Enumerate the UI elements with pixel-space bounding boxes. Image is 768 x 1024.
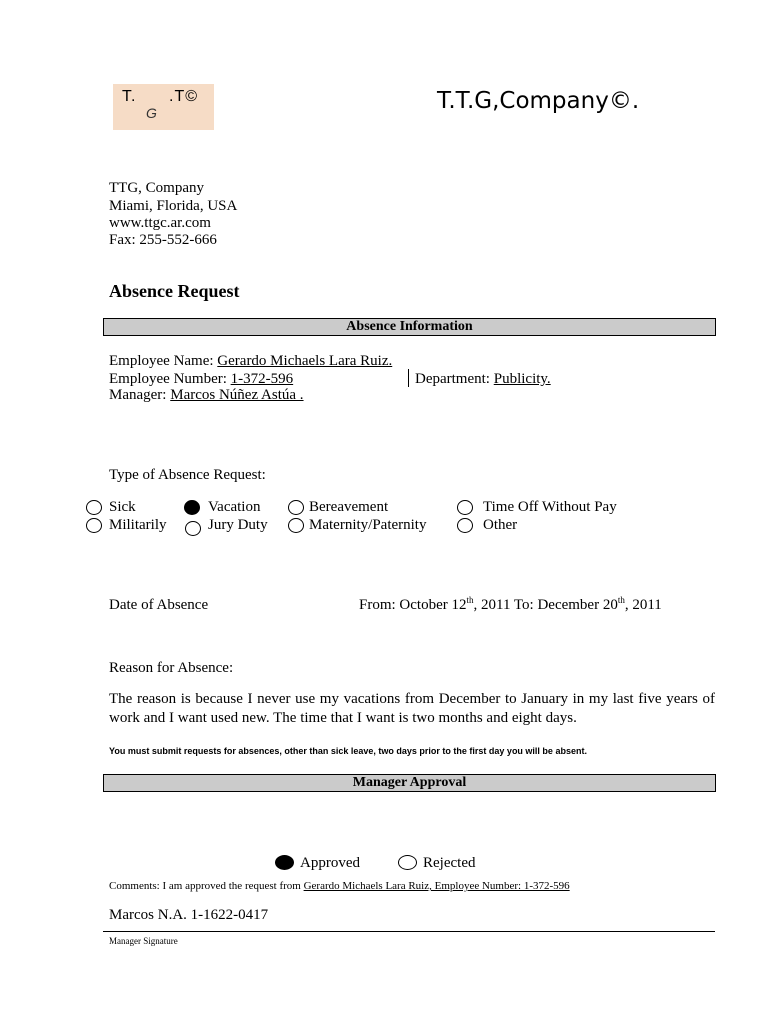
radio-jury-duty[interactable]: [185, 521, 201, 536]
address-fax: Fax: 255-552-666: [109, 232, 217, 248]
comments-label: Comments: I am approved the request from: [109, 880, 301, 892]
section-manager-approval: Manager Approval: [103, 774, 716, 792]
section-absence-information: Absence Information: [103, 318, 716, 336]
manager-value[interactable]: Marcos Núñez Astúa .: [170, 387, 304, 403]
submission-notice: You must submit requests for absences, other than sick leave, two days prior to the first day you will be absent.: [109, 746, 587, 756]
date-to-text: , 2011 To: December 20: [473, 597, 618, 613]
address-name: TTG, Company: [109, 180, 204, 196]
company-logo: [113, 84, 214, 130]
option-time-off-without-pay-label: Time Off Without Pay: [483, 499, 617, 515]
page-title: Absence Request: [109, 281, 240, 301]
reason-text[interactable]: The reason is because I never use my vacations from December to January in my last five years of work and I want used new. The time that I want is two months and eight days.: [109, 691, 715, 726]
date-to-suffix: th: [617, 595, 625, 605]
option-other-label: Other: [483, 517, 518, 533]
option-jury-duty-label: Jury Duty: [208, 517, 268, 533]
radio-maternity-paternity[interactable]: [288, 518, 304, 533]
employee-number-value[interactable]: 1-372-596: [230, 371, 294, 387]
option-bereavement-label: Bereavement: [309, 499, 389, 515]
signature-text[interactable]: Marcos N.A. 1-1622-0417: [109, 907, 269, 923]
department-value[interactable]: Publicity.: [493, 371, 551, 387]
company-title: T.T.G,Company©.: [437, 88, 640, 114]
date-to-year: , 2011: [624, 597, 662, 613]
department-row: [415, 371, 551, 388]
date-label: Date of Absence: [109, 597, 209, 613]
date-from-text: From: October 12: [359, 597, 467, 613]
employee-number-label: Employee Number:: [109, 371, 227, 387]
option-militarily-label: Militarily: [109, 517, 167, 533]
field-divider: [408, 369, 409, 387]
radio-militarily[interactable]: [86, 518, 102, 533]
address-web: www.ttgc.ar.com: [109, 215, 211, 231]
radio-vacation[interactable]: [184, 500, 200, 515]
date-from-suffix: th: [466, 595, 474, 605]
comments-value[interactable]: Gerardo Michaels Lara Ruiz, Employee Number: 1-372-596: [303, 880, 570, 892]
logo-text-1: T.: [122, 88, 137, 105]
employee-name-label: Employee Name:: [109, 353, 214, 369]
logo-text-2: G: [146, 105, 157, 121]
radio-sick[interactable]: [86, 500, 102, 515]
manager-row: [109, 387, 304, 404]
department-label: Department:: [415, 371, 490, 387]
signature-line: [103, 931, 715, 932]
radio-time-off-without-pay[interactable]: [457, 500, 473, 515]
option-vacation-label: Vacation: [208, 499, 261, 515]
employee-number-row: [109, 371, 293, 388]
radio-approved[interactable]: [275, 855, 294, 870]
radio-other[interactable]: [457, 518, 473, 533]
absence-type-label: Type of Absence Request:: [109, 467, 266, 483]
manager-label: Manager:: [109, 387, 167, 403]
address-city: Miami, Florida, USA: [109, 198, 238, 214]
approved-label: Approved: [300, 855, 360, 871]
radio-rejected[interactable]: [398, 855, 417, 870]
employee-name-row: [109, 353, 392, 370]
rejected-label: Rejected: [423, 855, 476, 871]
option-sick-label: Sick: [109, 499, 136, 515]
date-range[interactable]: [359, 597, 662, 614]
option-maternity-paternity-label: Maternity/Paternity: [309, 517, 427, 533]
signature-caption: Manager Signature: [109, 936, 178, 946]
radio-bereavement[interactable]: [288, 500, 304, 515]
employee-name-value[interactable]: Gerardo Michaels Lara Ruiz.: [217, 353, 393, 369]
logo-text-3: .T©: [169, 88, 199, 105]
reason-label: Reason for Absence:: [109, 660, 234, 676]
comments-row: [109, 880, 570, 892]
